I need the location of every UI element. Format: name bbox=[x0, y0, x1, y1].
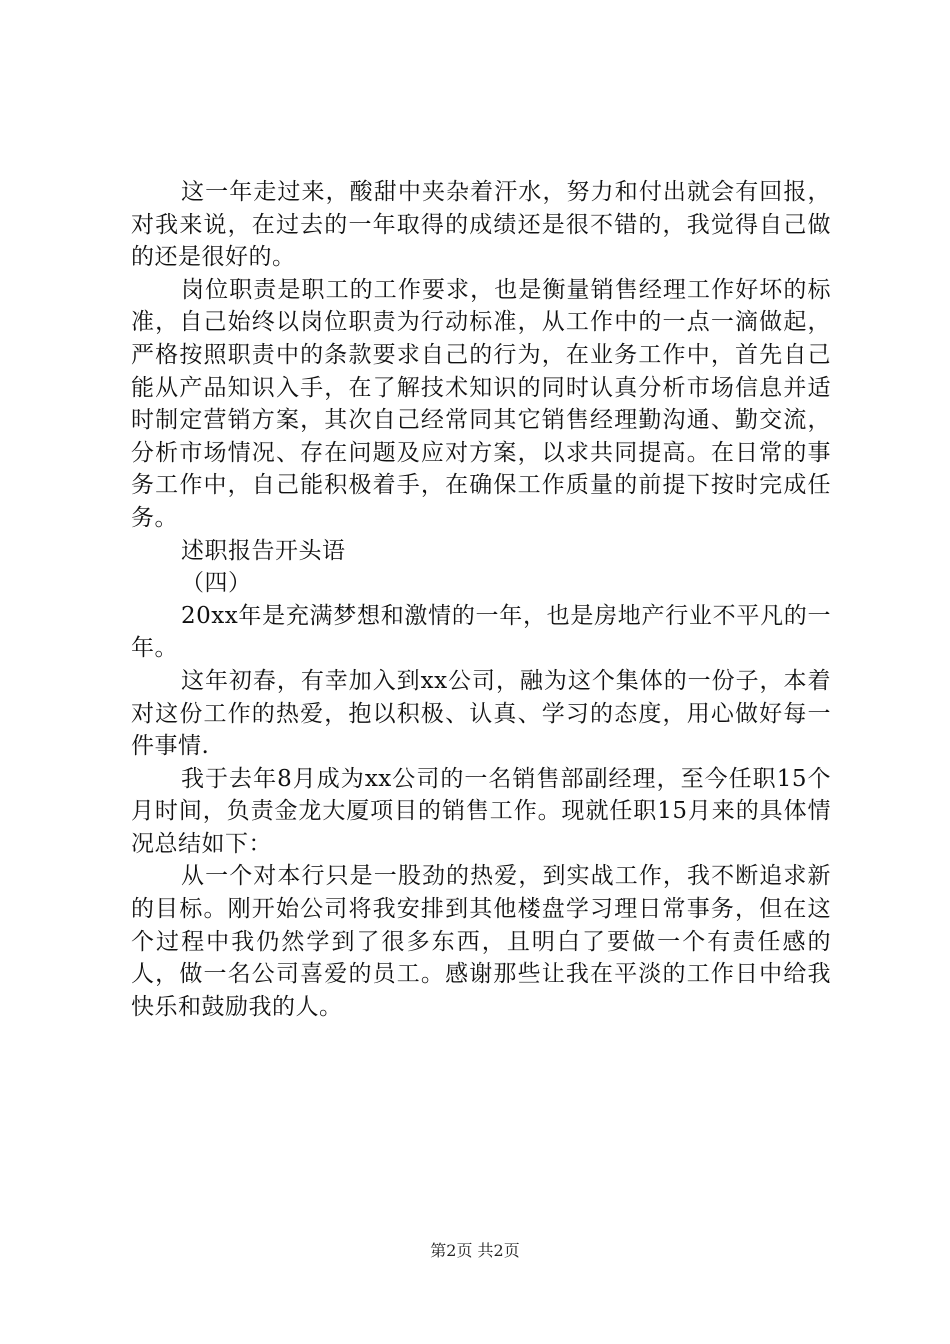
paragraph-job-duties: 岗位职责是职工的工作要求，也是衡量销售经理工作好坏的标准，自己始终以岗位职责为行动标准，从工作中的一点一滴做起，严格按照职责中的条款要求自己的行为，在业务工作中，首先自己能从产品知识入手，在了解技术知识的同时认真分析市场信息并适时制定营销方案，其次自己经常同其它销售经理勤沟通、勤交流，分析市场情况、存在问题及应对方案，以求共同提高。在日常的事务工作中，自己能积极着手，在确保工作质量的前提下按时完成任务。 bbox=[131, 276, 831, 531]
section-heading: 述职报告开头语 bbox=[181, 537, 346, 564]
document-body bbox=[131, 176, 831, 1023]
paragraph-year-review: 这一年走过来，酸甜中夹杂着汗水，努力和付出就会有回报，对我来说，在过去的一年取得的成绩还是很不错的，我觉得自己做的还是很好的。 bbox=[131, 179, 831, 271]
page-footer: 第2页 共2页 bbox=[430, 1241, 520, 1260]
paragraph-growth: 从一个对本行只是一股劲的热爱，到实战工作，我不断追求新的目标。刚开始公司将我安排到其他楼盘学习理日常事务，但在这个过程中我仍然学到了很多东西，且明白了要做一个有责任感的人，做一名公司喜爱的员工。感谢那些让我在平淡的工作日中给我快乐和鼓励我的人。 bbox=[131, 863, 831, 1020]
paragraph-appointment: 我于去年8月成为xx公司的一名销售部副经理，至今任职15个月时间，负责金龙大厦项目的销售工作。现就任职15月来的具体情况总结如下： bbox=[131, 765, 831, 857]
section-number: （四） bbox=[181, 570, 252, 597]
paragraph-year-intro: 20xx年是充满梦想和激情的一年，也是房地产行业不平凡的一年。 bbox=[131, 602, 831, 662]
paragraph-joining-company: 这年初春，有幸加入到xx公司，融为这个集体的一份子，本着对这份工作的热爱，抱以积极、认真、学习的态度，用心做好每一件事情. bbox=[131, 667, 831, 760]
